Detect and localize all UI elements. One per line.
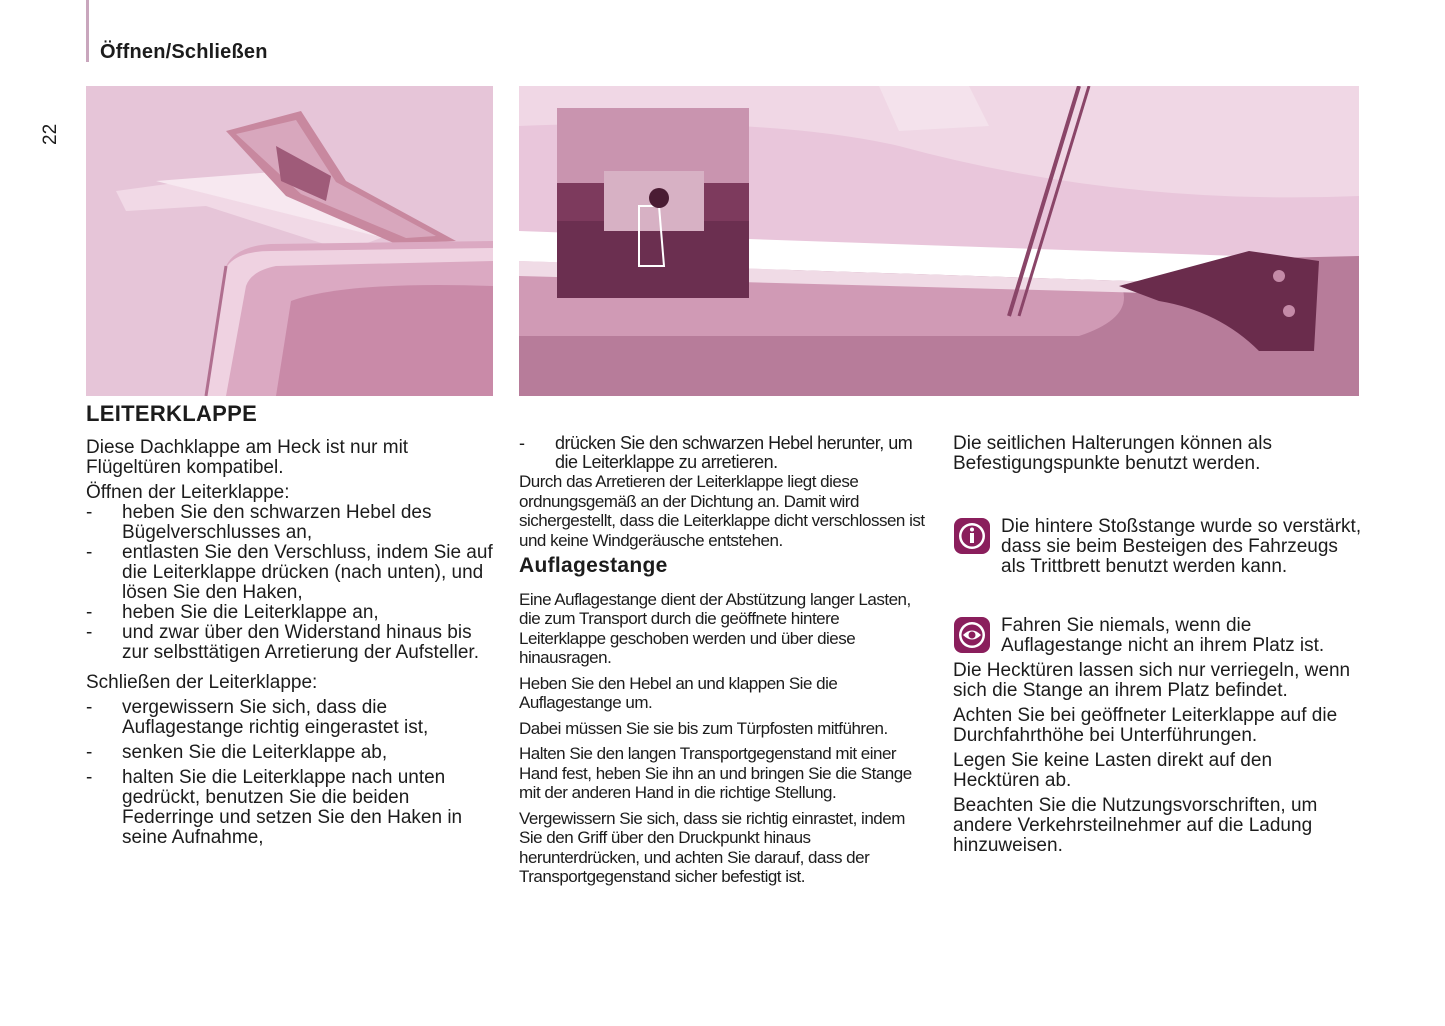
ladder-flap-illustration <box>86 86 493 396</box>
list-item: - drücken Sie den schwarzen Hebel herunter, um die Leiterklappe zu arretieren. <box>519 434 927 472</box>
list-item: - halten Sie die Leiterklappe nach unten gedrückt, benutzen Sie die beiden Federringe und setzen Sie den Haken in seine Aufnahme, <box>86 768 496 848</box>
continued-steps-list <box>519 434 927 472</box>
list-item: - und zwar über den Widerstand hinaus bis zur selbsttätigen Arretierung der Aufsteller. <box>86 623 496 663</box>
open-steps-list <box>86 503 496 663</box>
close-label: Schließen der Leiterklappe: <box>86 672 318 693</box>
list-item: - heben Sie die Leiterklappe an, <box>86 603 496 623</box>
open-label: Öffnen der Leiterklappe: <box>86 482 290 503</box>
list-item: - vergewissern Sie sich, dass die Auflagestange richtig eingerastet ist, <box>86 698 496 738</box>
support-bar-illustration <box>519 86 1359 396</box>
info-note <box>953 517 1363 577</box>
list-item: - entlasten Sie den Verschluss, indem Sie auf die Leiterklappe drücken (nach unten), und lösen Sie den Haken, <box>86 543 496 603</box>
intro-text: Diese Dachklappe am Heck ist nur mit Flügeltüren kompatibel. <box>86 437 409 478</box>
paragraph: Vergewissern Sie sich, dass sie richtig einrastet, indem Sie den Griff über den Druckpunkt hinaus herunterdrücken, und achten Sie darauf, dass der Transportgegenstand sicher befestigt ist. <box>519 808 905 886</box>
column-right <box>953 434 1363 861</box>
info-note-text: Die hintere Stoßstange wurde so verstärkt, dass sie beim Besteigen des Fahrzeugs als Trittbrett benutzt werden kann. <box>1001 516 1362 577</box>
paragraph: Dabei müssen Sie sie bis zum Türpfosten mitführen. <box>519 718 888 738</box>
section-title: Öffnen/Schließen <box>100 41 268 63</box>
intro-text: Die seitlichen Halterungen können als Befestigungspunkte benutzt werden. <box>953 433 1272 474</box>
column-middle <box>519 434 927 893</box>
warning-note <box>953 616 1363 656</box>
close-steps-list <box>86 698 496 848</box>
paragraph: Beachten Sie die Nutzungsvorschriften, um andere Verkehrsteilnehmer auf die Ladung hinzuweisen. <box>953 795 1318 856</box>
paragraph: Die Hecktüren lassen sich nur verriegeln, wenn sich die Stange an ihrem Platz befindet. <box>953 660 1351 701</box>
info-icon <box>953 517 991 555</box>
heading-auflagestange: Auflagestange <box>519 554 668 577</box>
paragraph: Achten Sie bei geöffneter Leiterklappe auf die Durchfahrthöhe bei Unterführungen. <box>953 705 1338 746</box>
paragraph: Legen Sie keine Lasten direkt auf den Hecktüren ab. <box>953 750 1273 791</box>
warning-note-text: Fahren Sie niemals, wenn die Auflagestange nicht an ihrem Platz ist. <box>1001 615 1325 656</box>
list-item: - senken Sie die Leiterklappe ab, <box>86 743 496 763</box>
paragraph: Heben Sie den Hebel an und klappen Sie die Auflagestange um. <box>519 673 838 712</box>
eye-icon <box>953 616 991 654</box>
page-number: 22 <box>40 123 61 145</box>
lock-note: Durch das Arretieren der Leiterklappe liegt diese ordnungsgemäß an der Dichtung an. Damit wird sichergestellt, dass die Leiterklappe dicht verschlossen ist und keine Windgeräusche entstehen. <box>519 472 925 550</box>
list-item: - heben Sie den schwarzen Hebel des Bügelverschlusses an, <box>86 503 496 543</box>
paragraph: Halten Sie den langen Transportgegenstand mit einer Hand fest, heben Sie ihn an und bringen Sie die Stange mit der anderen Hand in die richtige Stellung. <box>519 744 912 802</box>
paragraph: Eine Auflagestange dient der Abstützung langer Lasten, die zum Transport durch die geöffnete hintere Leiterklappe geschoben werden und über diese hinausragen. <box>519 589 911 667</box>
side-rule <box>86 0 89 62</box>
heading-leiterklappe: LEITERKLAPPE <box>86 401 258 426</box>
column-left <box>86 401 496 853</box>
